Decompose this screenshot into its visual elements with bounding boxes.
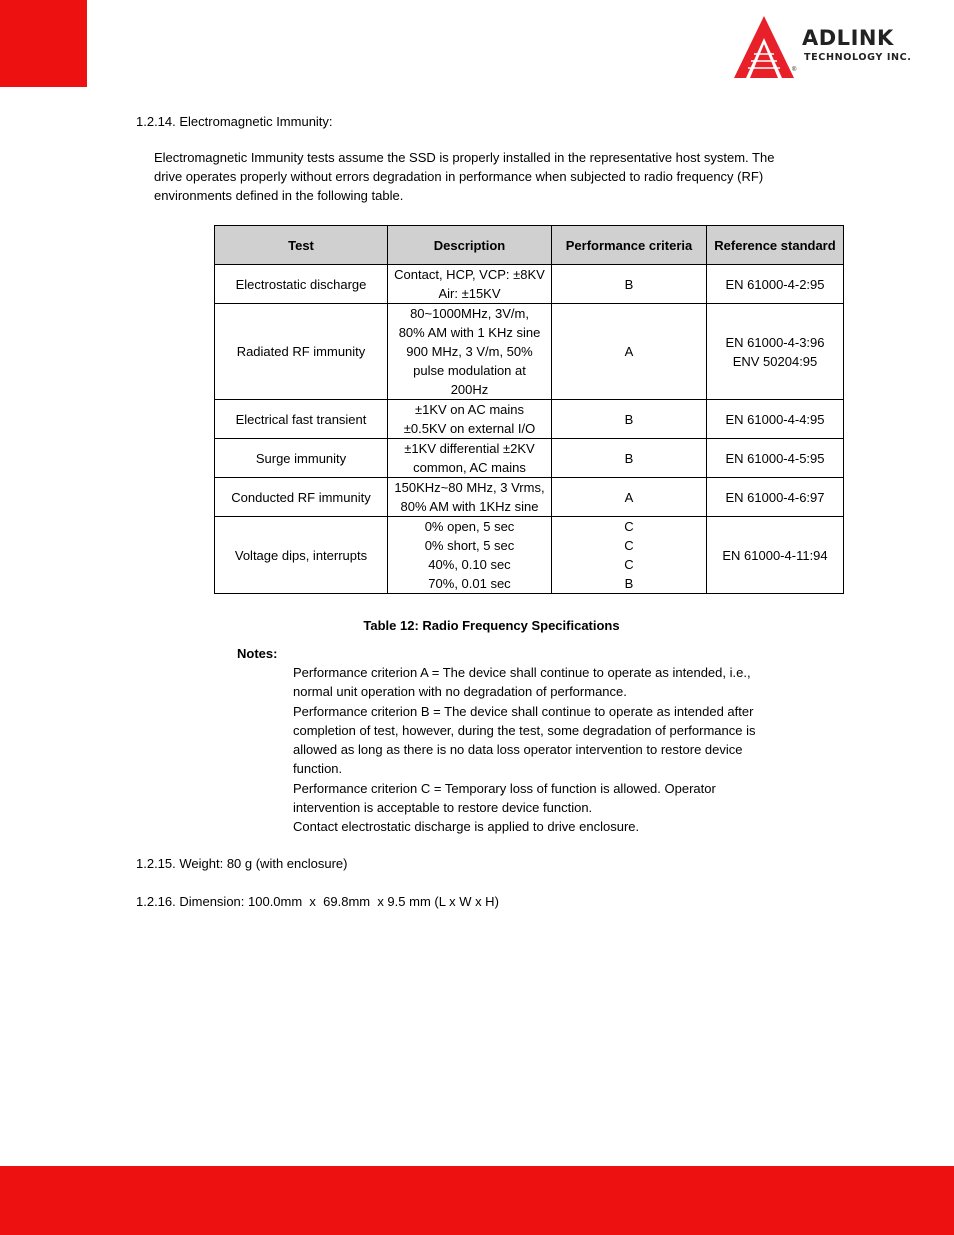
cell-standard: EN 61000-4-11:94 bbox=[707, 517, 844, 594]
note-line: Performance criterion C = Temporary loss of function is allowed. Operator bbox=[293, 780, 716, 796]
section-heading: 1.2.14. Electromagnetic Immunity: bbox=[136, 114, 333, 129]
standard-line: EN 61000-4-3:96 bbox=[725, 334, 825, 350]
note-line: Contact electrostatic discharge is applied to drive enclosure. bbox=[293, 819, 640, 835]
intro-line: environments defined in the following table. bbox=[154, 188, 404, 203]
note-line: intervention is acceptable to restore device function. bbox=[293, 800, 593, 816]
cell-test: Electrostatic discharge bbox=[215, 265, 388, 304]
note-line: function. bbox=[293, 761, 343, 777]
adlink-logo bbox=[732, 14, 938, 80]
table-header-row bbox=[215, 226, 844, 265]
cell-description bbox=[388, 517, 552, 594]
description-line: Air: ±15KV bbox=[438, 286, 501, 301]
description-line: ±1KV on AC mains bbox=[414, 402, 525, 417]
criteria-line: B bbox=[624, 576, 634, 591]
col-header-description: Description bbox=[388, 226, 552, 265]
weight-spec: 1.2.15. Weight: 80 g (with enclosure) bbox=[136, 856, 348, 871]
description-line: Contact, HCP, VCP: ±8KV bbox=[394, 267, 545, 282]
description-line: 0% open, 5 sec bbox=[424, 519, 515, 534]
footer-red-bar bbox=[0, 1166, 954, 1235]
cell-criteria: A bbox=[552, 304, 707, 400]
cell-test: Surge immunity bbox=[215, 439, 388, 478]
description-line: 900 MHz, 3 V/m, 50% bbox=[406, 344, 533, 359]
criteria-line: C bbox=[624, 557, 634, 572]
table-row bbox=[215, 478, 844, 517]
description-line: 200Hz bbox=[450, 382, 489, 397]
note-line: Performance criterion B = The device shall continue to operate as intended after bbox=[293, 703, 754, 719]
description-line: pulse modulation at bbox=[413, 363, 526, 378]
criteria-line: C bbox=[624, 538, 634, 553]
description-line: 80~1000MHz, 3V/m, bbox=[410, 306, 529, 321]
cell-description bbox=[388, 478, 552, 517]
cell-criteria bbox=[552, 517, 707, 594]
description-line: 40%, 0.10 sec bbox=[428, 557, 511, 572]
cell-test: Radiated RF immunity bbox=[215, 304, 388, 400]
cell-standard: EN 61000-4-5:95 bbox=[707, 439, 844, 478]
notes-body bbox=[293, 663, 833, 837]
cell-standard: EN 61000-4-4:95 bbox=[707, 400, 844, 439]
col-header-standard: Reference standard bbox=[707, 226, 844, 265]
note-line: normal unit operation with no degradation of performance. bbox=[293, 684, 627, 700]
cell-description bbox=[388, 304, 552, 400]
table-row bbox=[215, 265, 844, 304]
dimension-spec: 1.2.16. Dimension: 100.0mm x 69.8mm x 9.5 mm (L x W x H) bbox=[136, 894, 499, 909]
description-line: 80% AM with 1KHz sine bbox=[400, 499, 539, 514]
note-line: Performance criterion A = The device shall continue to operate as intended, i.e., bbox=[293, 665, 751, 680]
cell-criteria: A bbox=[552, 478, 707, 517]
description-line: 150KHz~80 MHz, 3 Vrms, bbox=[394, 480, 545, 495]
table-row bbox=[215, 517, 844, 594]
intro-line: Electromagnetic Immunity tests assume the SSD is properly installed in the representative host system. The bbox=[154, 150, 775, 165]
description-line: common, AC mains bbox=[413, 460, 526, 475]
logo-subtitle: TECHNOLOGY INC. bbox=[804, 52, 912, 63]
note-line: completion of test, however, during the test, some degradation of performance is bbox=[293, 722, 756, 738]
registered-mark: ® bbox=[792, 67, 797, 73]
description-line: 0% short, 5 sec bbox=[424, 538, 515, 553]
table-caption: Table 12: Radio Frequency Specifications bbox=[363, 618, 620, 633]
description-line: ±1KV differential ±2KV bbox=[404, 441, 535, 456]
emi-spec-table bbox=[214, 225, 844, 594]
cell-criteria: B bbox=[552, 439, 707, 478]
criteria-line: C bbox=[624, 519, 634, 534]
note-line: allowed as long as there is no data loss operator intervention to restore device bbox=[293, 742, 743, 758]
description-line: ±0.5KV on external I/O bbox=[403, 421, 536, 436]
cell-standard bbox=[707, 304, 844, 400]
description-line: 80% AM with 1 KHz sine bbox=[398, 325, 541, 340]
table-row bbox=[215, 439, 844, 478]
cell-criteria: B bbox=[552, 400, 707, 439]
notes-label: Notes: bbox=[237, 646, 278, 661]
cell-description bbox=[388, 265, 552, 304]
cell-test: Voltage dips, interrupts bbox=[215, 517, 388, 594]
cell-criteria: B bbox=[552, 265, 707, 304]
table-row bbox=[215, 400, 844, 439]
cell-standard: EN 61000-4-2:95 bbox=[707, 265, 844, 304]
description-line: 70%, 0.01 sec bbox=[428, 576, 511, 591]
cell-test: Electrical fast transient bbox=[215, 400, 388, 439]
cell-description bbox=[388, 400, 552, 439]
header-red-block bbox=[0, 0, 87, 87]
standard-line: ENV 50204:95 bbox=[732, 353, 818, 369]
intro-line: drive operates properly without errors degradation in performance when subjected to radio frequency (RF) bbox=[154, 169, 764, 184]
adlink-triangle-icon bbox=[732, 14, 798, 80]
table-row bbox=[215, 304, 844, 400]
cell-description bbox=[388, 439, 552, 478]
col-header-criteria: Performance criteria bbox=[552, 226, 707, 265]
logo-name: ADLINK bbox=[802, 26, 894, 50]
col-header-test: Test bbox=[215, 226, 388, 265]
cell-standard: EN 61000-4-6:97 bbox=[707, 478, 844, 517]
cell-test: Conducted RF immunity bbox=[215, 478, 388, 517]
